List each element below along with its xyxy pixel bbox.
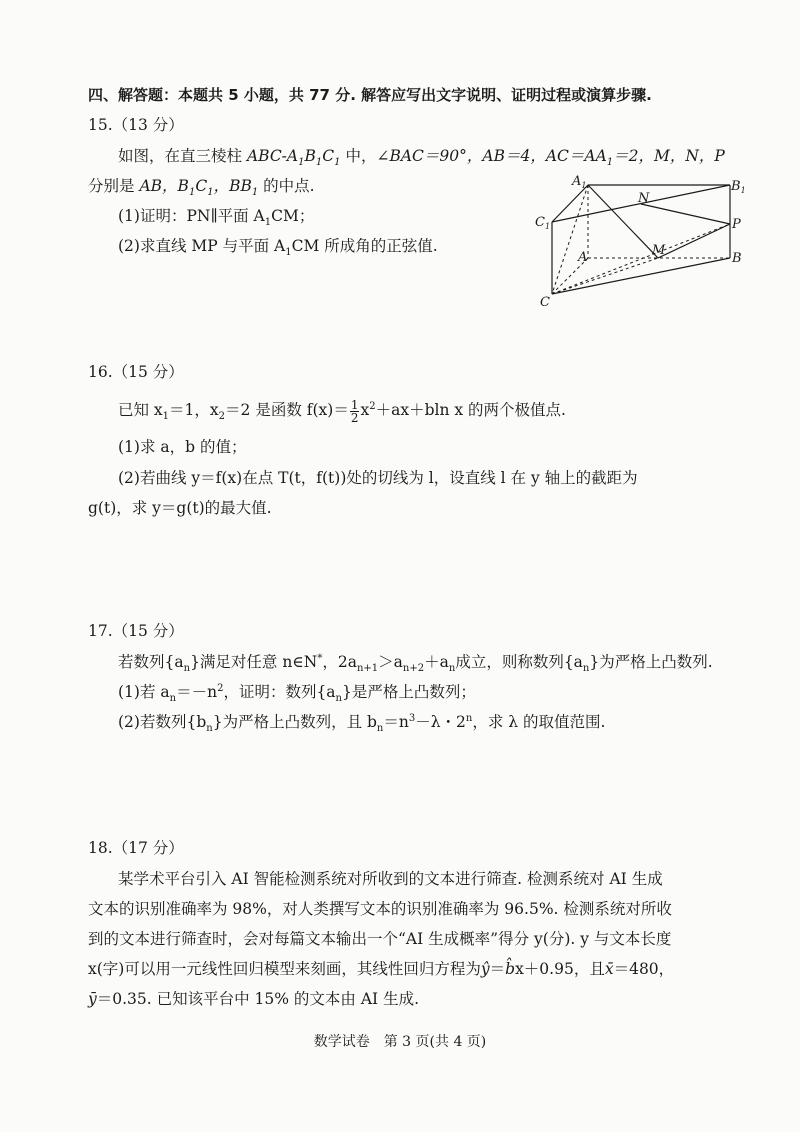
q15-part2-tail: CM 所成角的正弦值.	[291, 237, 438, 255]
q15-intro	[118, 145, 725, 167]
q15-number: 15.（13 分）	[88, 116, 184, 134]
q15-intro-d: 的中点.	[263, 177, 315, 195]
q16-intro-b: ＝1，x	[169, 401, 219, 419]
q15-prism: ABC-$A_1B_1C_1$	[246, 147, 341, 169]
q15-part1-tail: CM；	[271, 207, 315, 225]
q17-intro-f: 成立，则称数列{a	[455, 653, 583, 671]
q16-frac-den: 2	[350, 410, 359, 425]
q15-intro-line2	[88, 175, 315, 197]
q17-p2-d: －λ・2	[415, 713, 466, 731]
edge-n-p	[641, 204, 730, 224]
q16-fraction	[350, 399, 360, 424]
q16-part1: (1)求 a，b 的值；	[118, 438, 247, 456]
edge-a1-c1	[552, 185, 588, 222]
label-a1: $A_1$	[572, 174, 587, 190]
q17-part1: (1)若 $a_n=-n^2$，证明：数列$\{a_n\}$是严格上凸数列；	[118, 682, 476, 705]
q15-conditions: BAC＝90°，AB＝4，$AC=AA_1=2$，M，N，P	[389, 147, 725, 169]
label-n: N	[638, 191, 650, 206]
label-p: P	[732, 217, 741, 232]
prism-figure	[528, 172, 750, 312]
q15-intro-b: 中，∠	[345, 147, 390, 165]
q18-l4d: ＝480，	[613, 960, 675, 978]
q17-part2: (2)若数列$\{b_n\}$为严格上凸数列，且 $b_n=n^3-\lambda$・2$^n$，求 λ 的取值范围.	[118, 712, 606, 735]
q16-intro-c: ＝2 是函数 f(x)＝	[225, 401, 349, 419]
q16-intro-e: ＋ax＋bln x 的两个极值点.	[375, 401, 566, 419]
q18-ybar: ȳ	[88, 990, 97, 1008]
q17-p2-b: }为严格上凸数列，且 b	[212, 713, 377, 731]
edge-m-p	[658, 224, 730, 258]
q16-frac-num: 1	[350, 397, 359, 412]
label-b1: $B_1$	[731, 179, 746, 195]
q17-p1-a: (1)若 a	[118, 683, 170, 701]
q18-line1: 某学术平台引入 AI 智能检测系统对所收到的文本进行筛查. 检测系统对 AI 生成	[118, 870, 663, 888]
q18-l4b: ＝	[489, 960, 506, 978]
q16-number: 16.（15 分）	[88, 363, 184, 381]
q18-line5	[88, 988, 419, 1010]
q18-line2: 文本的识别准确率为 98%，对人类撰写文本的识别准确率为 96.5%. 检测系统对所收	[88, 900, 672, 918]
q15-part2-text: (2)求直线 MP 与平面 A	[118, 237, 286, 255]
q15-intro-c: 分别是	[88, 177, 135, 195]
q18-l4a: x(字)可以用一元线性回归模型来刻画，其线性回归方程为	[88, 960, 481, 978]
q18-l4c: x＋0.95，且	[515, 960, 605, 978]
label-c: C	[540, 295, 550, 310]
q17-intro-c: ，2a	[322, 653, 357, 671]
q17-p2-c: ＝n	[383, 713, 409, 731]
q16-part2: (2)若曲线 y＝f(x)在点 T(t，f(t))处的切线为 l，设直线 l 在 y 轴上的截距为	[118, 469, 638, 487]
q17-p1-c: ，证明：数列{a	[223, 683, 336, 701]
q18-line3: 到的文本进行筛查时，会对每篇文本输出一个“AI 生成概率”得分 y(分). y 与文本长度	[88, 930, 672, 948]
q18-yhat: ŷ	[480, 960, 490, 978]
q16-intro: 已知 $x_1=1$，$x_2=2$ 是函数 f(x)＝ $\frac{1}{2}$ $x^2+ax+bln$ x 的两个极值点.	[118, 397, 566, 425]
label-c1: $C_1$	[535, 215, 551, 231]
q18-line4	[88, 958, 674, 980]
page-footer: 数学试卷 第 3 页(共 4 页)	[313, 1034, 487, 1050]
q17-intro-b: }满足对任意 n∈N	[190, 653, 318, 671]
q15-part2: (2)求直线 MP 与平面 $A_1CM$ 所成角的正弦值.	[118, 237, 438, 259]
q18-l5a: ＝0.35. 已知该平台中 15% 的文本由 AI 生成.	[96, 990, 420, 1008]
q18-bhat: b̂	[505, 960, 516, 978]
q17-p1-d: }是严格上凸数列；	[342, 683, 476, 701]
q15-part1-text: (1)证明：PN∥平面 A	[118, 207, 265, 225]
q15-segments: AB，$B_1C_1$，$BB_1$	[139, 177, 259, 199]
q16-part2-cont: g(t)，求 y＝g(t)的最大值.	[88, 499, 272, 517]
q17-intro: 若数列$\{a_n\}$满足对任意 n∈N*，$2a_{n+1}>a_{n+2}+a_n$成立，则称数列$\{a_n\}$为严格上凸数列.	[118, 652, 713, 675]
q15-part1: (1)证明：PN∥平面 $A_1CM$；	[118, 207, 315, 229]
q17-p1-b: ＝－n	[176, 683, 218, 701]
q17-intro-d: ＞a	[378, 653, 403, 671]
q17-p2-e: ，求 λ 的取值范围.	[472, 713, 606, 731]
q17-number: 17.（15 分）	[88, 622, 184, 640]
q17-p2-a: (2)若数列{b	[118, 713, 207, 731]
label-m: M	[652, 243, 666, 258]
q17-intro-e: ＋a	[424, 653, 449, 671]
q17-intro-g: }为严格上凸数列.	[589, 653, 713, 671]
q17-intro-a: 若数列{a	[118, 653, 184, 671]
section-header: 四、解答题：本题共 5 小题，共 77 分. 解答应写出文字说明、证明过程或演算步骤.	[88, 86, 652, 104]
q16-intro-d: x	[360, 401, 370, 419]
q18-number: 18.（17 分）	[88, 839, 184, 857]
label-a: A	[578, 250, 588, 265]
label-b: B	[732, 251, 742, 266]
q15-intro-a: 如图，在直三棱柱	[118, 147, 243, 165]
q16-intro-a: 已知 x	[118, 401, 163, 419]
q18-xbar: x̄	[604, 960, 614, 978]
edge-a1-c	[552, 185, 588, 294]
